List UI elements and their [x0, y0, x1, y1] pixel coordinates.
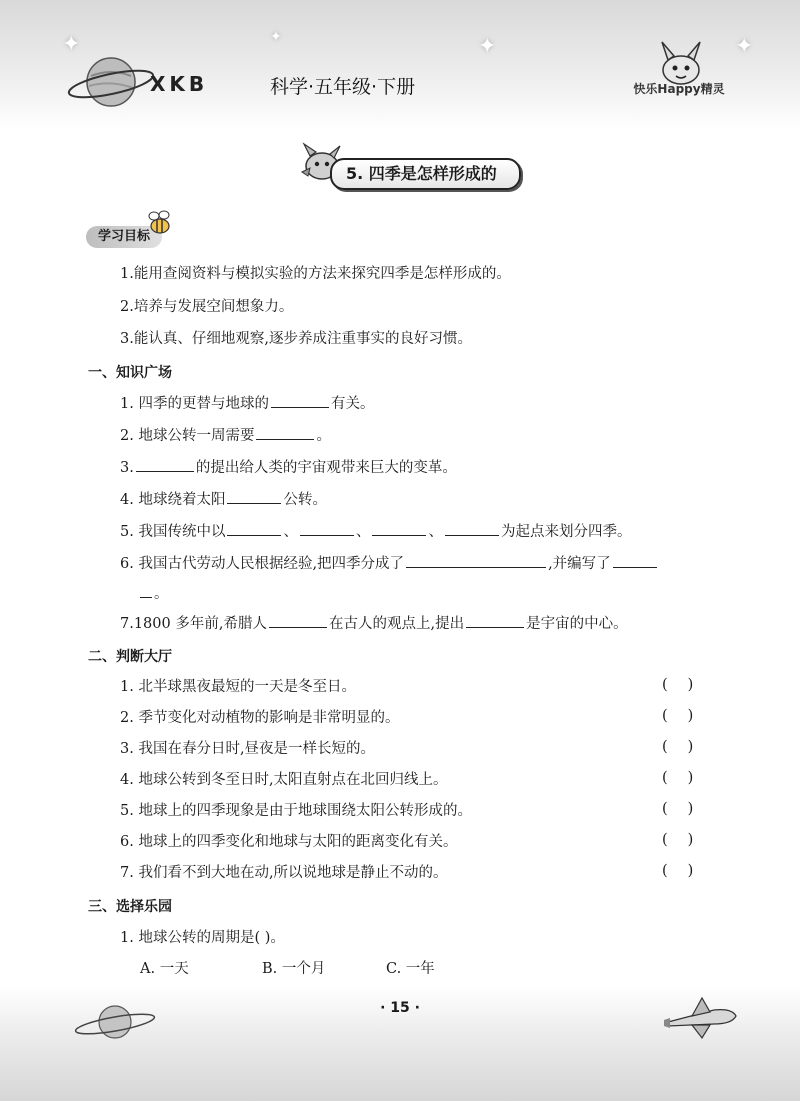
fill-question-5: 5. 我国传统中以 、 、 、 为起点来划分四季。 [120, 521, 631, 542]
judge-question: 4. 地球公转到冬至日时,太阳直射点在北回归线上。 [120, 772, 448, 788]
judge-question: 1. 北半球黑夜最短的一天是冬至日。 [120, 679, 356, 695]
choice-question-stem: 1. 地球公转的周期是( )。 [120, 930, 285, 946]
choice-option-c[interactable]: C. 一年 [386, 961, 435, 977]
answer-blank[interactable] [300, 521, 354, 536]
judge-question: 7. 我们看不到大地在动,所以说地球是静止不动的。 [120, 865, 448, 881]
answer-blank[interactable] [269, 613, 327, 628]
fill-question-4: 4. 地球绕着太阳 公转。 [120, 489, 327, 510]
star-icon: ✦ [478, 34, 497, 59]
answer-blank[interactable] [136, 457, 194, 472]
answer-blank[interactable] [227, 521, 281, 536]
page-number: · 15 · [380, 1000, 420, 1016]
fill-question-2: 2. 地球公转一周需要 。 [120, 425, 331, 446]
judge-question: 5. 地球上的四季现象是由于地球围绕太阳公转形成的。 [120, 803, 472, 819]
mascot-label: 快乐Happy精灵 [633, 82, 725, 96]
judge-question: 2. 季节变化对动植物的影响是非常明显的。 [120, 710, 400, 726]
answer-blank[interactable] [227, 489, 281, 504]
book-title: 科学·五年级·下册 [270, 76, 416, 98]
objective-item: 1.能用查阅资料与模拟实验的方法来探究四季是怎样形成的。 [120, 266, 511, 282]
fill-question-6: 6. 我国古代劳动人民根据经验,把四季分成了 ,并编写了 [120, 553, 659, 574]
answer-blank[interactable] [613, 553, 657, 568]
judge-question: 3. 我国在春分日时,昼夜是一样长短的。 [120, 741, 376, 757]
answer-blank[interactable] [256, 425, 314, 440]
answer-parentheses[interactable]: () [662, 739, 714, 755]
objectives-label: 学习目标 [86, 226, 162, 248]
section-title: 三、选择乐园 [88, 899, 172, 915]
answer-parentheses[interactable]: () [662, 770, 714, 786]
star-icon: ✦ [735, 34, 754, 59]
fill-question-6-continued: 。 [138, 583, 169, 604]
answer-blank[interactable] [271, 393, 329, 408]
answer-blank[interactable] [466, 613, 524, 628]
answer-parentheses[interactable]: () [662, 863, 714, 879]
choice-option-a[interactable]: A. 一天 [140, 961, 189, 977]
objective-item: 2.培养与发展空间想象力。 [120, 299, 294, 315]
lesson-title: 5. 四季是怎样形成的 [330, 158, 521, 190]
bee-icon [144, 208, 174, 238]
answer-blank[interactable] [372, 521, 426, 536]
answer-parentheses[interactable]: () [662, 677, 714, 693]
fill-question-3: 3. 的提出给人类的宇宙观带来巨大的变革。 [120, 457, 457, 478]
planet-icon [70, 996, 160, 1046]
choice-option-b[interactable]: B. 一个月 [262, 961, 326, 977]
fill-question-7: 7.1800 多年前,希腊人 在古人的观点上,提出 是宇宙的中心。 [120, 613, 628, 634]
section-title: 二、判断大厅 [88, 649, 172, 665]
star-icon: ✦ [62, 32, 81, 57]
answer-blank[interactable] [445, 521, 499, 536]
objective-item: 3.能认真、仔细地观察,逐步养成注重事实的良好习惯。 [120, 331, 472, 347]
space-shuttle-icon [662, 992, 742, 1042]
section-title: 一、知识广场 [88, 365, 172, 381]
answer-parentheses[interactable]: () [662, 832, 714, 848]
answer-parentheses[interactable]: () [662, 801, 714, 817]
star-icon: ✦ [270, 29, 282, 45]
judge-question: 6. 地球上的四季变化和地球与太阳的距离变化有关。 [120, 834, 458, 850]
answer-blank[interactable] [406, 553, 546, 568]
fill-question-1: 1. 四季的更替与地球的 有关。 [120, 393, 374, 414]
brand-logo: XKB [150, 72, 209, 96]
planet-icon [66, 46, 156, 116]
answer-parentheses[interactable]: () [662, 708, 714, 724]
answer-blank[interactable] [140, 583, 152, 598]
